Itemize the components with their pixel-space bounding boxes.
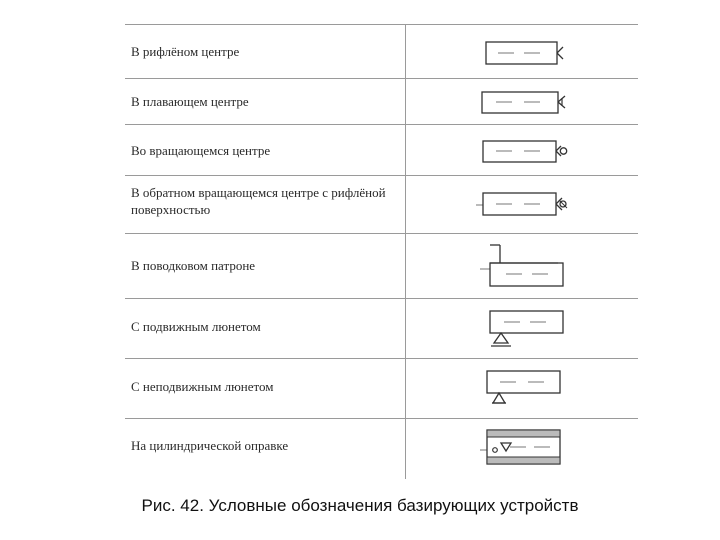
row-label: В рифлёном центре (131, 44, 240, 59)
table-rule (125, 175, 638, 176)
reverse-rotating-ribbed-center-icon (470, 190, 570, 220)
floating-center-icon (470, 87, 570, 117)
row-label: В обратном вращающемся центре с рифлёной поверхностью (131, 185, 386, 217)
table-rule (125, 78, 638, 79)
fixed-steady-rest-icon (470, 366, 570, 414)
cylindrical-mandrel-icon (470, 426, 570, 471)
table-rule (125, 358, 638, 359)
ribbed-center-icon (470, 38, 570, 68)
driver-chuck-icon (470, 241, 570, 291)
table-rule (125, 24, 638, 25)
symbols-table (125, 24, 638, 480)
row-label: На цилиндрической оправке (131, 438, 289, 453)
rotating-center-icon (470, 136, 570, 166)
table-rule (125, 418, 638, 419)
table-rule (125, 298, 638, 299)
row-label: С неподвижным люнетом (131, 379, 274, 394)
column-divider (405, 24, 406, 479)
row-label: С подвижным люнетом (131, 319, 261, 334)
row-label: Во вращающемся центре (131, 143, 271, 158)
movable-steady-rest-icon (470, 306, 570, 354)
row-label: В поводковом патроне (131, 258, 256, 273)
table-rule (125, 124, 638, 125)
row-label: В плавающем центре (131, 94, 249, 109)
figure-caption: Рис. 42. Условные обозначения базирующих устройств (141, 496, 579, 515)
table-rule (125, 233, 638, 234)
